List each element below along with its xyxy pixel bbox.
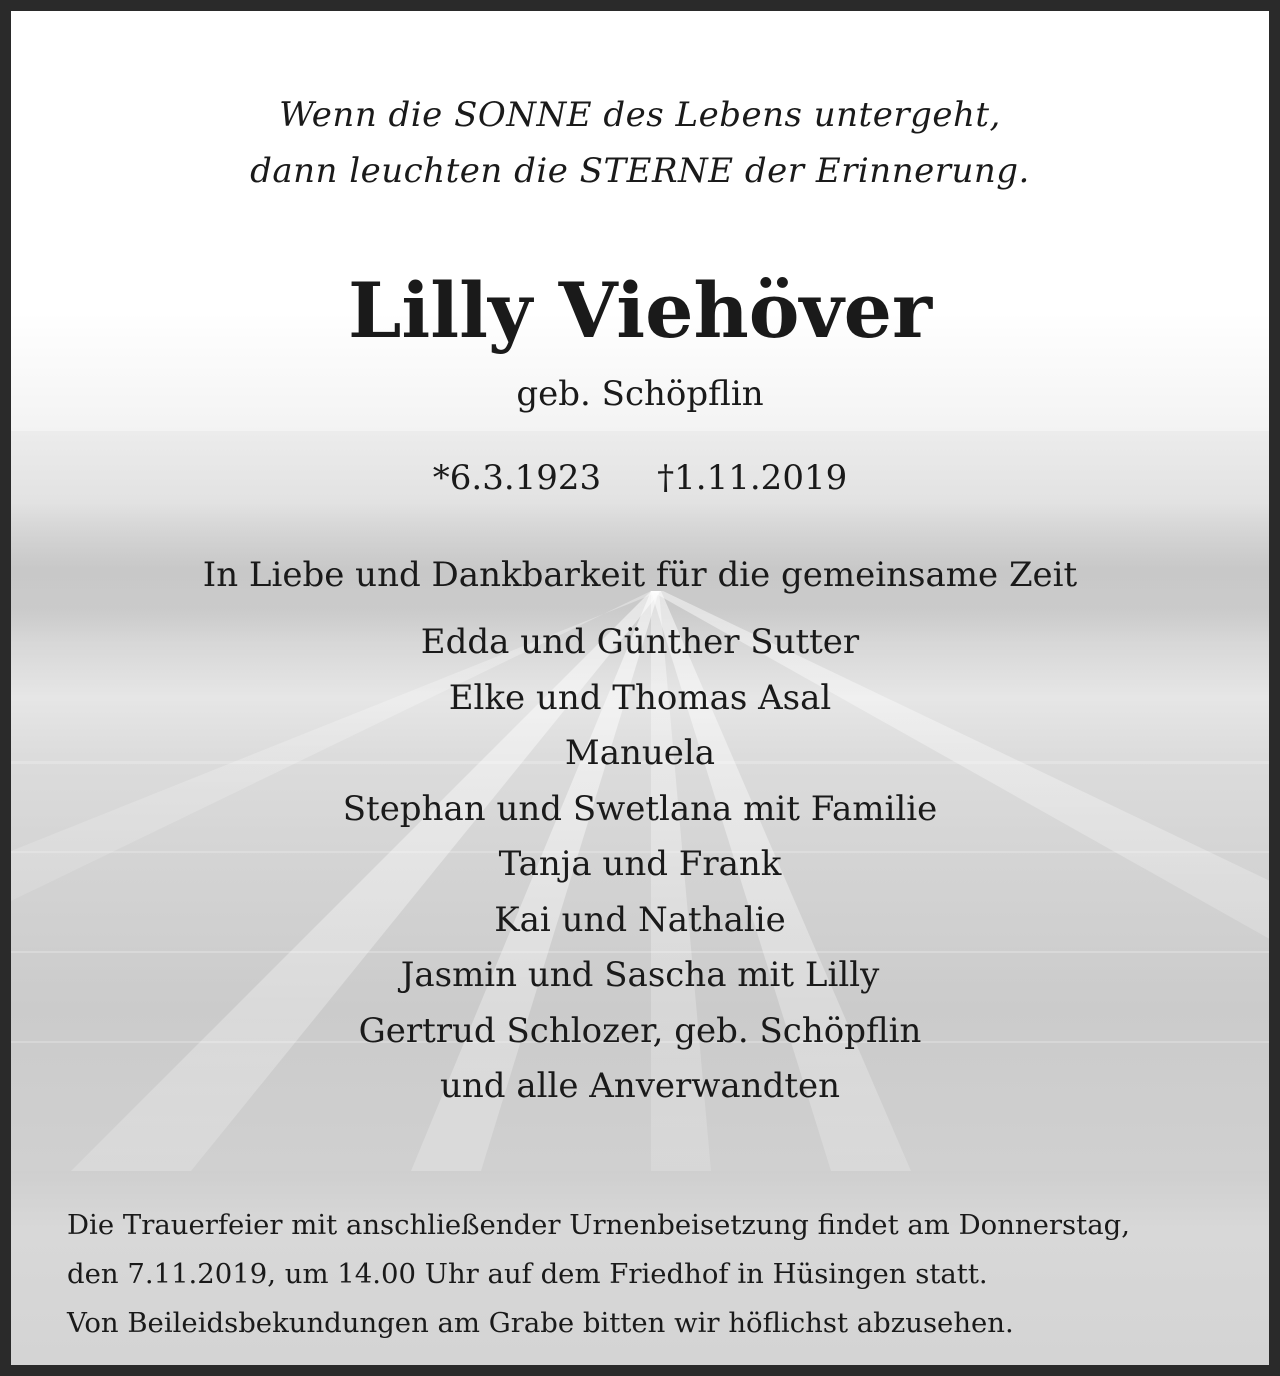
death-date: †1.11.2019 — [657, 458, 848, 498]
mourner-item: Gertrud Schlozer, geb. Schöpflin — [358, 1010, 922, 1051]
motto-line-2: dann leuchten die STERNE der Erinnerung. — [250, 151, 1030, 191]
mourner-item: Jasmin und Sascha mit Lilly — [400, 955, 880, 995]
mourner-item: Stephan und Swetlana mit Familie — [342, 788, 938, 829]
deceased-name: Lilly Viehöver — [347, 266, 933, 355]
notice-line-3: Von Beileidsbekundungen am Grabe bitten wir höflichst abzusehen. — [67, 1307, 1014, 1339]
thanks-line: In Liebe und Dankbarkeit für die gemeinsame Zeit — [202, 555, 1078, 595]
birth-name: geb. Schöpflin — [516, 374, 764, 414]
mourner-item: Manuela — [564, 733, 716, 773]
life-dates — [11, 453, 1269, 503]
notice-line-2: den 7.11.2019, um 14.00 Uhr auf dem Friedhof in Hüsingen statt. — [67, 1258, 988, 1290]
motto-line-1: Wenn die SONNE des Lebens untergeht, — [279, 95, 1001, 135]
motto-quote — [11, 87, 1269, 199]
notice-line-1: Die Trauerfeier mit anschließender Urnenbeisetzung findet am Donnerstag, — [67, 1209, 1130, 1241]
mourner-item: und alle Anverwandten — [439, 1066, 841, 1106]
mourner-item: Kai und Nathalie — [494, 899, 786, 940]
funeral-notice — [67, 1201, 1130, 1348]
mourner-item: Edda und Günther Sutter — [420, 622, 860, 662]
mourner-item: Tanja und Frank — [498, 844, 782, 884]
mourners-list — [11, 615, 1269, 1115]
birth-date: *6.3.1923 — [432, 458, 602, 498]
mourner-item: Elke und Thomas Asal — [448, 677, 832, 718]
sky-background — [11, 11, 1269, 431]
